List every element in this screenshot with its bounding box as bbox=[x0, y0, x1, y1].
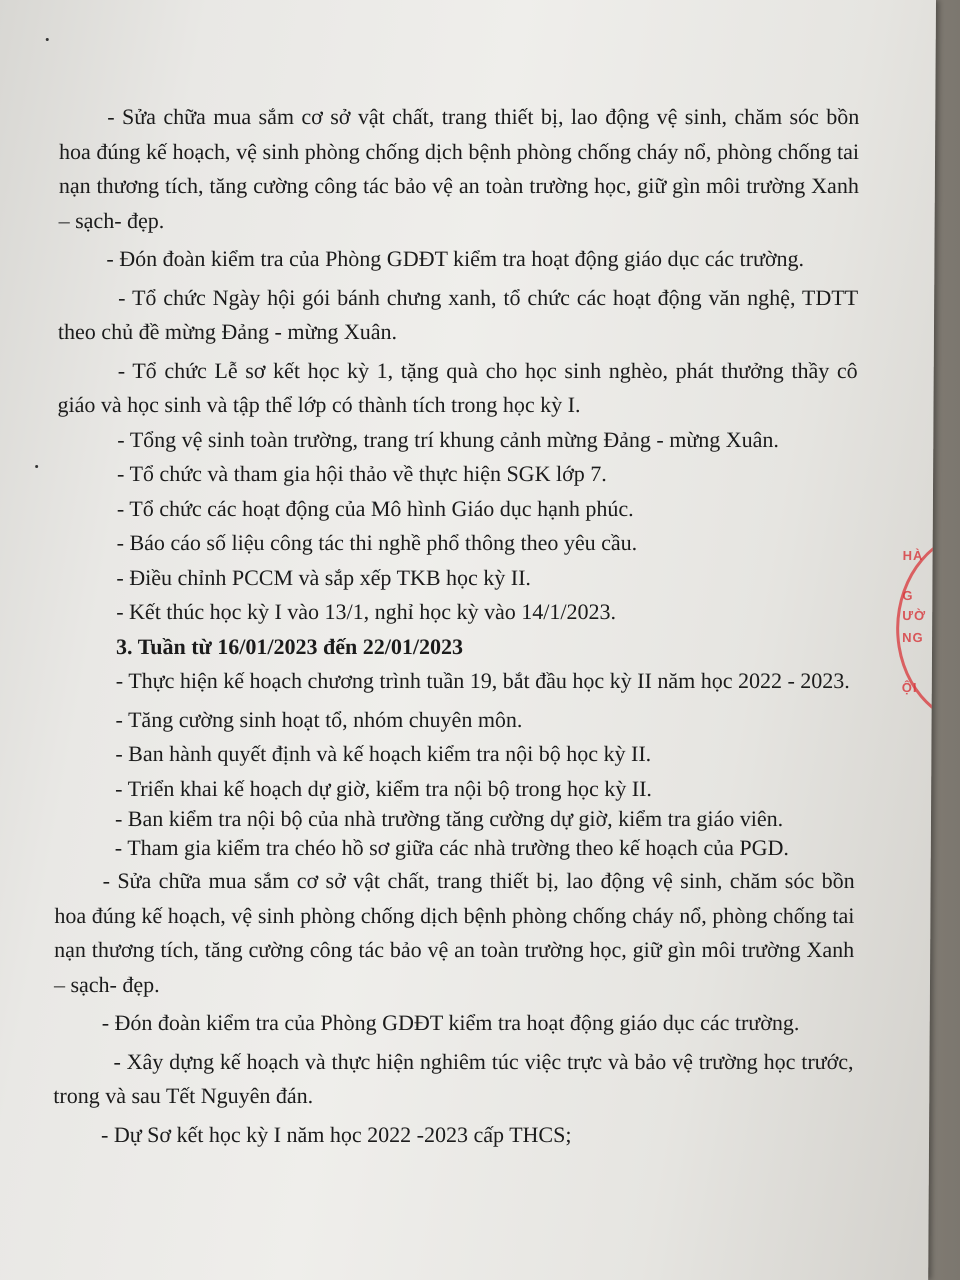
paragraph-schedule: - Điều chỉnh PCCM và sắp xếp TKB học kỳ II. bbox=[116, 564, 532, 590]
paragraph-cross-check: - Tham gia kiểm tra chéo hồ sơ giữa các nhà trường theo kế hoạch của PGD. bbox=[114, 835, 790, 860]
paragraph-class-observation: - Triển khai kế hoạch dự giờ, kiểm tra nội bộ trong học kỳ II. bbox=[115, 775, 653, 801]
ink-speck bbox=[46, 38, 49, 41]
paragraph-semester-end: - Kết thúc học kỳ I vào 13/1, nghỉ học kỳ vào 14/1/2023. bbox=[116, 599, 617, 624]
document-body bbox=[53, 100, 859, 1152]
paragraph-audit-board: - Ban kiểm tra nội bộ của nhà trường tăng cường dự giờ, kiểm tra giáo viên. bbox=[114, 806, 784, 831]
stamp-text: ƯỜ bbox=[902, 608, 927, 623]
red-stamp bbox=[892, 530, 933, 720]
paragraph-week-19: - Thực hiện kế hoạch chương trình tuần 19, bắt đầu học kỳ II năm học 2022 - 2023. bbox=[115, 668, 850, 693]
paragraph-report: - Báo cáo số liệu công tác thi nghề phổ thông theo yêu cầu. bbox=[116, 530, 638, 555]
ink-speck bbox=[35, 465, 38, 468]
paragraph-internal-audit-decision: - Ban hành quyết định và kế hoạch kiểm tra nội bộ học kỳ II. bbox=[115, 741, 652, 766]
paragraph-semester-review: - Tổ chức Lễ sơ kết học kỳ 1, tặng quà cho học sinh nghèo, phát thưởng thầy cô giáo và học sinh và tập thể lớp có thành tích trong học kỳ I. bbox=[57, 357, 858, 417]
paragraph-team-meetings: - Tăng cường sinh hoạt tổ, nhóm chuyên môn. bbox=[115, 706, 523, 732]
stamp-text: ỘI bbox=[901, 680, 918, 695]
paragraph-festival: - Tổ chức Ngày hội gói bánh chưng xanh, tổ chức các hoạt động văn nghệ, TDTT theo chủ đề mừng Đảng - mừng Xuân. bbox=[57, 284, 859, 344]
paragraph-inspection-2: - Đón đoàn kiểm tra của Phòng GDĐT kiểm tra hoạt động giáo dục các trường. bbox=[101, 1010, 800, 1035]
paragraph-workshop: - Tổ chức và tham gia hội thảo về thực hiện SGK lớp 7. bbox=[117, 461, 607, 486]
paragraph-tet-duty: - Xây dựng kế hoạch và thực hiện nghiêm túc việc trực và bảo vệ trường học trước, trong và sau Tết Nguyên đán. bbox=[53, 1048, 854, 1108]
stamp-text: HÀ bbox=[902, 548, 924, 563]
stamp-text: G bbox=[902, 588, 914, 603]
paragraph-facilities-2: - Sửa chữa mua sắm cơ sở vật chất, trang thiết bị, lao động vệ sinh, chăm sóc bồn hoa đúng kế hoạch, vệ sinh phòng chống dịch bệnh phòng chống cháy nổ, phòng chống tai nạn thương tích, tăng cường công tác bảo vệ an toàn trường học, giữ gìn môi trường Xanh – sạch- đẹp. bbox=[53, 868, 855, 997]
stamp-text: NG bbox=[902, 630, 924, 645]
paragraph-facilities: - Sửa chữa mua sắm cơ sở vật chất, trang thiết bị, lao động vệ sinh, chăm sóc bồn hoa đúng kế hoạch, vệ sinh phòng chống dịch bệnh phòng chống cháy nổ, phòng chống tai nạn thương tích, tăng cường công tác bảo vệ an toàn trường học, giữ gìn môi trường Xanh – sạch- đẹp. bbox=[58, 104, 860, 233]
paragraph-semester-conference: - Dự Sơ kết học kỳ I năm học 2022 -2023 cấp THCS; bbox=[100, 1121, 572, 1147]
paragraph-cleaning: - Tổng vệ sinh toàn trường, trang trí khung cảnh mừng Đảng - mừng Xuân. bbox=[117, 426, 780, 452]
section-heading-week-3: 3. Tuần từ 16/01/2023 đến 22/01/2023 bbox=[115, 633, 464, 659]
paragraph-inspection: - Đón đoàn kiểm tra của Phòng GDĐT kiểm tra hoạt động giáo dục các trường. bbox=[106, 246, 805, 271]
paragraph-happy-school: - Tổ chức các hoạt động của Mô hình Giáo dục hạnh phúc. bbox=[116, 495, 634, 521]
